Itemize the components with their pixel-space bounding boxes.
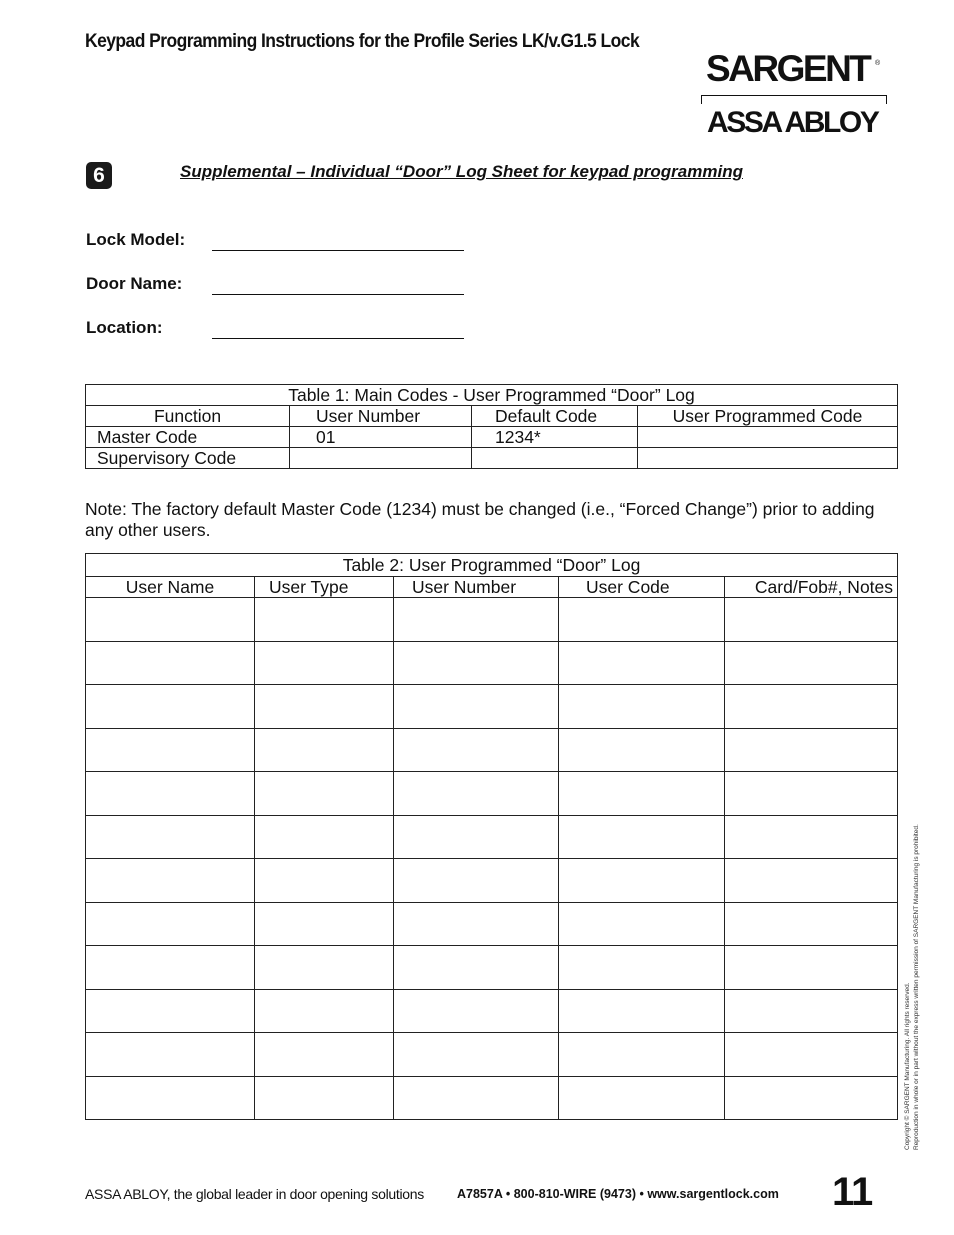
copyright-line: Copyright © SARGENT Manufacturing. All rights reserved. [904, 982, 911, 1150]
table2-entry-cell[interactable] [86, 641, 255, 685]
lock-model-field[interactable] [212, 250, 464, 251]
table2-entry-cell[interactable] [559, 1033, 725, 1077]
table-row [86, 1076, 898, 1120]
section-heading: Supplemental – Individual “Door” Log Sheet for keypad programming [180, 162, 743, 181]
table2-entry-cell[interactable] [86, 902, 255, 946]
page-number: 11 [832, 1170, 873, 1214]
table2-entry-cell[interactable] [255, 641, 394, 685]
table2-entry-cell[interactable] [394, 1033, 559, 1077]
location-field[interactable] [212, 338, 464, 339]
table1-cell: 1234* [472, 427, 638, 448]
table2-entry-cell[interactable] [86, 946, 255, 990]
step-number-badge: 6 [86, 162, 112, 189]
main-codes-table [85, 384, 898, 469]
table2-entry-cell[interactable] [255, 946, 394, 990]
table2-entry-cell[interactable] [559, 772, 725, 816]
table2-entry-cell[interactable] [255, 1076, 394, 1120]
table-row [86, 1033, 898, 1077]
table-row [86, 685, 898, 729]
table1-cell[interactable] [290, 448, 472, 469]
location-label: Location: [86, 318, 163, 337]
table2-caption: Table 2: User Programmed “Door” Log [86, 554, 898, 577]
table-row [86, 772, 898, 816]
table2-entry-cell[interactable] [725, 1033, 898, 1077]
lock-model-label: Lock Model: [86, 230, 186, 249]
table2-entry-cell[interactable] [394, 598, 559, 642]
table2-entry-cell[interactable] [394, 641, 559, 685]
table2-entry-cell[interactable] [725, 598, 898, 642]
table2-entry-cell[interactable] [86, 989, 255, 1033]
table2-entry-cell[interactable] [559, 989, 725, 1033]
table1-cell[interactable] [638, 427, 898, 448]
table1-cell[interactable] [472, 448, 638, 469]
table2-entry-cell[interactable] [255, 598, 394, 642]
table1-header-default-code: Default Code [472, 406, 638, 427]
table2-entry-cell[interactable] [86, 1076, 255, 1120]
table2-entry-cell[interactable] [86, 1033, 255, 1077]
table2-entry-cell[interactable] [255, 728, 394, 772]
document-title: Keypad Programming Instructions for the Profile Series LK/v.G1.5 Lock [85, 31, 640, 52]
table1-caption: Table 1: Main Codes - User Programmed “Door” Log [86, 385, 898, 406]
table-row [86, 989, 898, 1033]
door-name-label: Door Name: [86, 274, 183, 293]
table2-entry-cell[interactable] [725, 728, 898, 772]
table1-cell: 01 [290, 427, 472, 448]
table1-header-function: Function [86, 406, 290, 427]
table2-header-user-code: User Code [559, 577, 725, 598]
table2-header-user-type: User Type [255, 577, 394, 598]
table2-entry-cell[interactable] [394, 902, 559, 946]
table2-entry-cell[interactable] [86, 772, 255, 816]
table2-entry-cell[interactable] [559, 641, 725, 685]
table-row [86, 448, 898, 469]
table1-cell: Master Code [86, 427, 290, 448]
table2-entry-cell[interactable] [86, 598, 255, 642]
copyright-notice [903, 824, 921, 1150]
table2-entry-cell[interactable] [559, 946, 725, 990]
table2-entry-cell[interactable] [559, 685, 725, 729]
user-log-table [85, 553, 898, 1120]
table2-entry-cell[interactable] [255, 1033, 394, 1077]
assa-abloy-logo: ASSA ABLOY [707, 106, 878, 139]
table2-entry-cell[interactable] [394, 772, 559, 816]
table2-header-card-fob-notes: Card/Fob#, Notes [725, 577, 898, 598]
table2-entry-cell[interactable] [559, 902, 725, 946]
table2-entry-cell[interactable] [86, 728, 255, 772]
table2-header-user-name: User Name [86, 577, 255, 598]
factory-default-note: Note: The factory default Master Code (1234) must be changed (i.e., “Forced Change”) prior to adding any other users. [85, 499, 875, 540]
table2-entry-cell[interactable] [725, 1076, 898, 1120]
table2-entry-cell[interactable] [255, 772, 394, 816]
table2-entry-cell[interactable] [559, 728, 725, 772]
table2-entry-cell[interactable] [86, 815, 255, 859]
table2-entry-cell[interactable] [394, 859, 559, 903]
table2-entry-cell[interactable] [725, 989, 898, 1033]
door-name-field[interactable] [212, 294, 464, 295]
table2-entry-cell[interactable] [725, 859, 898, 903]
table1-cell[interactable] [638, 448, 898, 469]
registered-mark: ® [875, 60, 881, 67]
table2-entry-cell[interactable] [394, 946, 559, 990]
table2-entry-cell[interactable] [725, 815, 898, 859]
table2-header-user-number: User Number [394, 577, 559, 598]
table2-entry-cell[interactable] [725, 902, 898, 946]
table2-entry-cell[interactable] [255, 902, 394, 946]
table2-entry-cell[interactable] [559, 1076, 725, 1120]
table2-entry-cell[interactable] [394, 1076, 559, 1120]
table2-entry-cell[interactable] [255, 859, 394, 903]
logo-bracket-divider [701, 95, 887, 104]
table-row [86, 946, 898, 990]
table-row [86, 728, 898, 772]
sargent-logo: SARGENT [706, 48, 870, 89]
table2-entry-cell[interactable] [255, 815, 394, 859]
table2-entry-cell[interactable] [394, 989, 559, 1033]
table-row [86, 859, 898, 903]
table2-entry-cell[interactable] [394, 728, 559, 772]
table1-header-user-number: User Number [290, 406, 472, 427]
table1-header-user-programmed-code: User Programmed Code [638, 406, 898, 427]
footer-contact: A7857A • 800-810-WIRE (9473) • www.sargentlock.com [457, 1187, 779, 1201]
table2-entry-cell[interactable] [394, 815, 559, 859]
table-row [86, 902, 898, 946]
table2-entry-cell[interactable] [725, 946, 898, 990]
reproduction-notice: Reproduction in whole or in part without the express written permission of SARGENT Manufacturing is prohibited. [913, 824, 920, 1150]
table-row [86, 427, 898, 448]
table2-entry-cell[interactable] [86, 859, 255, 903]
table2-entry-cell[interactable] [559, 859, 725, 903]
table2-entry-cell[interactable] [725, 641, 898, 685]
table2-entry-cell[interactable] [394, 685, 559, 729]
table2-entry-cell[interactable] [255, 685, 394, 729]
table-row [86, 641, 898, 685]
table1-cell: Supervisory Code [86, 448, 290, 469]
table2-entry-cell[interactable] [86, 685, 255, 729]
table-row [86, 598, 898, 642]
table2-entry-cell[interactable] [559, 598, 725, 642]
table-row [86, 815, 898, 859]
table2-entry-cell[interactable] [255, 989, 394, 1033]
table2-entry-cell[interactable] [725, 772, 898, 816]
table2-entry-cell[interactable] [559, 815, 725, 859]
table2-entry-cell[interactable] [725, 685, 898, 729]
footer-tagline: ASSA ABLOY, the global leader in door opening solutions [85, 1186, 424, 1202]
